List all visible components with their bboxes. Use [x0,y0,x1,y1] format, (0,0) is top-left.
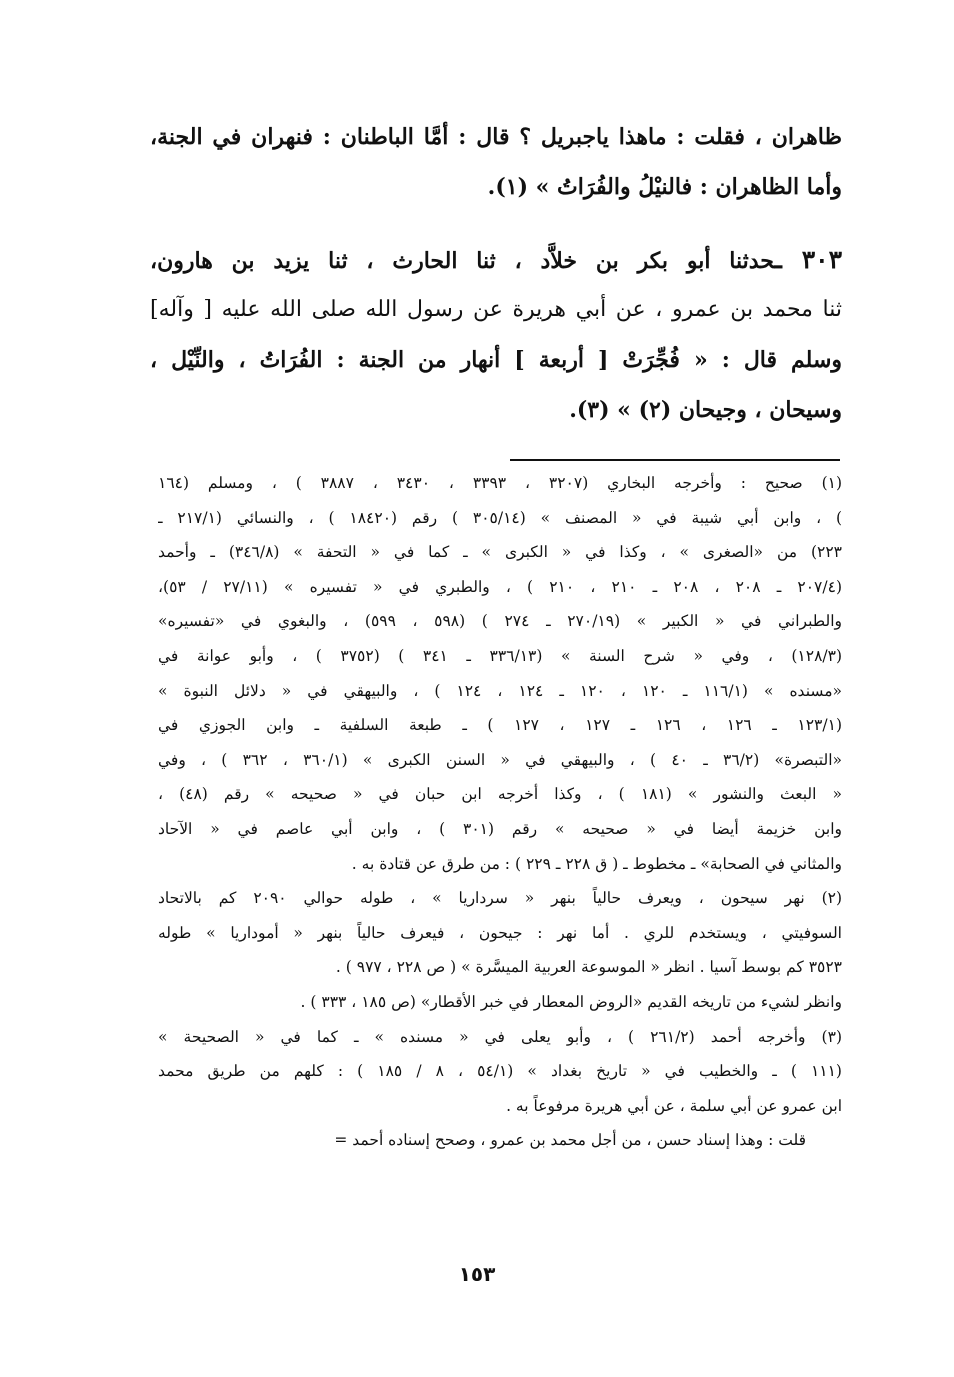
paragraph-gap [150,212,842,235]
main-line: وسلم قال : « فُجِّرَتْ [ أربعة ] أنهار من الجنة : الفُرَاتُ ، والنِّيْل ، [150,347,842,373]
footnotes [158,466,842,1158]
footnote-line: وانظر لشيء من تاريخه القديم «الروض المعطار في خبر الأقطار» (ص ١٨٥ ، ٣٣٣ ) . [300,992,842,1011]
footnote-line: ابن عمرو عن أبي سلمة ، عن أبي هريرة مرفوعاً به . [506,1096,842,1115]
footnote-line: (٣) وأخرجه أحمد (٢٦١/٢ ) ، وأبو يعلى في « مسنده » ـ كما في « الصحيحة » [158,1027,842,1046]
main-line: وسيحان ، وجيحان (٢) » (٣). [569,397,842,423]
main-line: وأما الظاهران : فالنيْلُ والفُرَاتُ » (١). [487,174,842,200]
hadith-number: ٣٠٣ ـ [774,245,842,274]
footnote-line: (١١١ ) ـ والخطيب في « تاريخ بغداد » (٥٤/١ ، ٨ / ١٨٥ ) : كلهم من طريق محمد [158,1062,842,1081]
footnote-line: « البعث والنشور » (١٨١ ) ، وكذا أخرجه ابن حبان في « صحيحه » رقم (٤٨) ، [158,785,842,804]
footnote-line: ٣٥٢٣ كم بوسط آسيا . انظر « الموسوعة العربية الميسَّرة » ( ص ٢٢٨ ، ٩٧٧ ) . [335,958,842,977]
main-line-hadith-start [150,235,842,285]
main-line: ثنا محمد بن عمرو ، عن أبي هريرة عن رسول الله صلى الله عليه [ وآله] [150,297,842,322]
main-line-text: حدثنا أبو بكر بن خلاَّد ، ثنا الحارث ، ثنا يزيد بن هارون، [150,248,775,274]
footnote-line: (١٢٨/٣) ، وفي « شرح السنة » (٣٣٦/١٣ ـ ٣٤١ ) (٣٧٥٢ ) ، وأبو عوانة في [158,646,842,665]
footnote-line: ٢٢٣) من «الصغرى » ، وكذا في « الكبرى » ـ كما في « التحفة » (٣٤٦/٨) ـ وأحمد [158,543,842,562]
footnote-line: وابن خزيمة أيضا في « صحيحه » رقم (٣٠١ ) ، وابن أبي عاصم في « الآحاد [158,819,842,838]
footnote-divider [510,459,840,461]
footnote-line: قلت : وهذا إسناد حسن ، من أجل محمد بن عمرو ، وصحح إسناده أحمد = [334,1131,806,1150]
footnote-line: والطبراني في « الكبير » (٢٧٠/١٩ ـ ٢٧٤ ) (٥٩٨ ، ٥٩٩) ، والبغوي في «تفسيره» [158,612,842,631]
footnote-line: (١٢٣/١ ـ ١٢٦ ، ١٢٦ ـ ١٢٧ ، ١٢٧ ) ـ طبعة السلفية ـ وابن الجوزي في [158,716,842,735]
footnote-line: «مسنده » (١١٦/١ ـ ١٢٠ ، ١٢٠ ـ ١٢٤ ، ١٢٤ ) ، والبيهقي في « دلائل النبوة » [158,681,842,700]
footnote-line: ) ، وابن أبي شيبة في « المصنف » (٣٠٥/١٤ ) رقم (١٨٤٢٠ ) ، والنسائي (٢١٧/١ ـ [158,508,842,527]
footnote-line: (٢٠٧/٤ ـ ٢٠٨ ، ٢٠٨ ـ ٢١٠ ، ٢١٠ ) ، والطبري في « تفسيره » (٢٧/١١ / ٥٣)، [158,577,842,596]
main-text [150,112,842,435]
footnote-line: «التبصرة» (٣٦/٢ ـ ٤٠ ) ، والبيهقي في « السنن الكبرى » (٣٦٠/١ ، ٣٦٢ ) ، وفي [158,750,842,769]
footnote-line: (٢) نهر سيحون ، ويعرف حالياً بنهر « سرداريا » ، طوله حوالي ٢٠٩٠ كم بالاتحاد [158,889,842,908]
page-number: ١٥٣ [458,1262,496,1286]
footnote-line: والمثاني في الصحابة» ـ مخطوط ـ ( ق ٢٢٨ ـ ٢٢٩ ) : من طرق عن قتادة به . [351,854,842,873]
footnote-line: (١) صحيح : وأخرجه البخاري (٣٢٠٧ ، ٣٣٩٣ ، ٣٤٣٠ ، ٣٨٨٧ ) ، ومسلم (١٦٤ [158,474,842,492]
footnote-line: السوفيتي ، ويستخدم للري . أما نهر : جيحون ، فيعرف حالياً بنهر « أموداريا » طوله [158,923,842,942]
main-line: ظاهران ، فقلت : ماهذا ياجبريل ؟ قال : أمَّا الباطنان : فنهران في الجنة، [150,124,842,150]
